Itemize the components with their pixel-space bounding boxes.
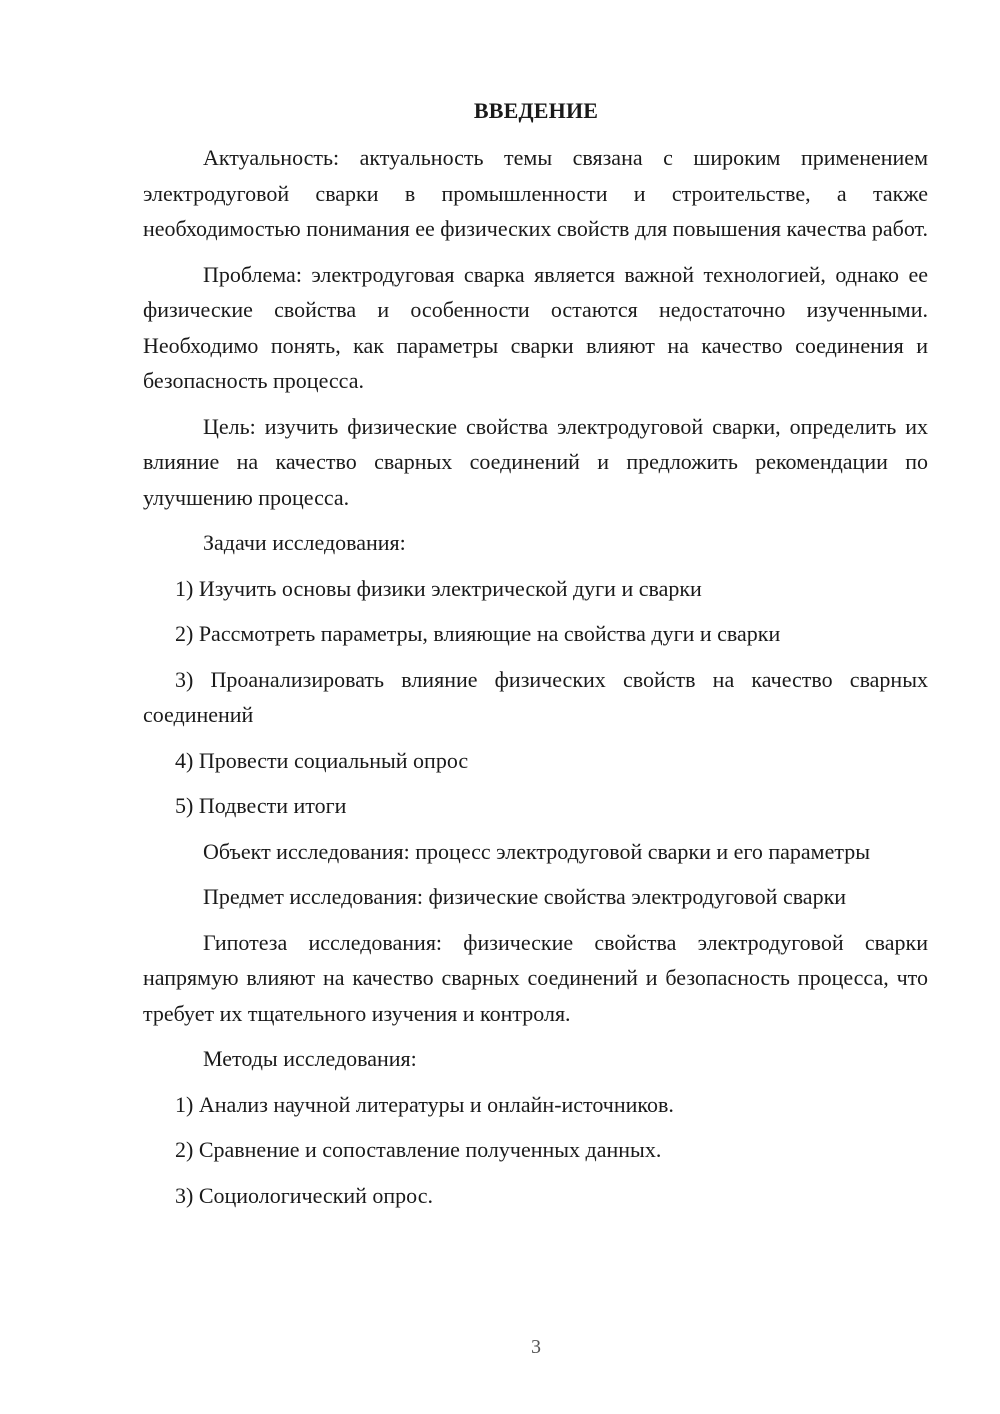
tasks-title: Задачи исследования: <box>203 530 406 555</box>
paragraph-hypothesis: Гипотеза исследования: физические свойства электродуговой сварки напрямую влияют на качество сварных соединений и безопасность процесса, что требует их тщательного изучения и контроля. <box>143 929 928 1026</box>
list-item-task: 1) Изучить основы физики электрической дуги и сварки <box>175 575 702 601</box>
list-item-task: 5) Подвести итоги <box>175 793 347 818</box>
page-title: ВВЕДЕНИЕ <box>473 98 599 123</box>
paragraph-subject: Предмет исследования: физические свойства электродуговой сварки <box>203 884 847 909</box>
paragraph-relevance: Актуальность: актуальность темы связана с широким применением электродуговой сварки в промышленности и строительстве, а также необходимостью понимания ее физических свойств для повышения качества работ. <box>143 145 928 241</box>
paragraph-problem: Проблема: электродуговая сварка является важной технологией, однако ее физические свойства и особенности остаются недостаточно изученными. Необходимо понять, как параметры сварки влияют на качество соединения и безопасность процесса. <box>143 261 928 393</box>
list-item-method: 2) Сравнение и сопоставление полученных данных. <box>175 1137 662 1162</box>
list-item-task: 3) Проанализировать влияние физических свойств на качество сварных соединений <box>143 666 928 727</box>
paragraph-goal: Цель: изучить физические свойства электродуговой сварки, определить их влияние на качество сварных соединений и предложить рекомендации по улучшению процесса. <box>143 413 928 510</box>
list-item-method: 1) Анализ научной литературы и онлайн-источников. <box>175 1091 674 1117</box>
methods-title: Методы исследования: <box>203 1046 417 1071</box>
paragraph-object: Объект исследования: процесс электродуговой сварки и его параметры <box>203 838 871 864</box>
document-body <box>143 140 928 1223</box>
list-item-method: 3) Социологический опрос. <box>175 1182 433 1208</box>
list-item-task: 2) Рассмотреть параметры, влияющие на свойства дуги и сварки <box>175 621 781 646</box>
page-number: 3 <box>531 1336 541 1358</box>
list-item-task: 4) Провести социальный опрос <box>175 747 469 773</box>
